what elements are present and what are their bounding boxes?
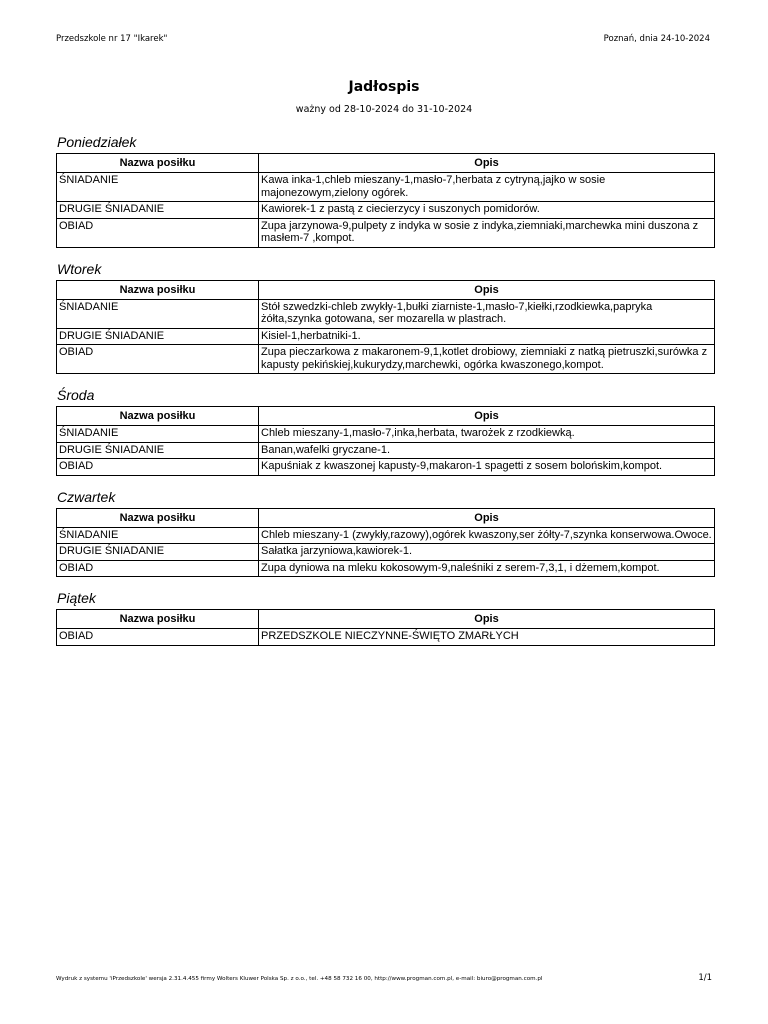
meal-name: DRUGIE ŚNIADANIE — [57, 202, 259, 219]
day-name: Wtorek — [57, 260, 102, 277]
meal-description: Chleb mieszany-1 (zwykły,razowy),ogórek kwaszony,ser żółty-7,szynka konserwowa.Owoce. — [259, 527, 715, 544]
table-row — [57, 442, 715, 459]
meal-description: Banan,wafelki gryczane-1. — [259, 442, 715, 459]
meal-description: Kawiorek-1 z pastą z ciecierzycy i suszonych pomidorów. — [259, 202, 715, 219]
institution-name: Przedszkole nr 17 "Ikarek" — [56, 34, 168, 44]
day-section — [56, 387, 714, 476]
meal-description: Zupa pieczarkowa z makaronem-9,1,kotlet drobiowy, ziemniaki z natką pietruszki,surówka z kapusty pekińskiej,kukurydzy,marchewki, ogórka kwaszonego,kompot. — [259, 345, 715, 374]
day-section — [56, 590, 714, 646]
page-title: Jadłospis — [348, 79, 420, 95]
menu-table — [56, 406, 715, 476]
table-header-row — [57, 610, 715, 629]
meal-description: Kapuśniak z kwaszonej kapusty-9,makaron-1 spagetti z sosem bolońskim,kompot. — [259, 459, 715, 476]
table-row — [57, 629, 715, 646]
meal-name: OBIAD — [57, 345, 259, 374]
table-row — [57, 544, 715, 561]
table-row — [57, 345, 715, 374]
table-header-row — [57, 508, 715, 527]
meal-description: Kawa inka-1,chleb mieszany-1,masło-7,herbata z cytryną,jajko w sosie majonezowym,zielony ogórek. — [259, 173, 715, 202]
menu-table — [56, 609, 715, 646]
table-row — [57, 173, 715, 202]
column-header-desc: Opis — [259, 508, 715, 527]
meal-name: DRUGIE ŚNIADANIE — [57, 328, 259, 345]
table-row — [57, 560, 715, 577]
page-number: 1/1 — [698, 973, 712, 983]
meal-description: PRZEDSZKOLE NIECZYNNE-ŚWIĘTO ZMARŁYCH — [259, 629, 715, 646]
day-name: Środa — [57, 387, 95, 403]
table-row — [57, 426, 715, 443]
table-row — [57, 299, 715, 328]
meal-description: Chleb mieszany-1,masło-7,inka,herbata, twarożek z rzodkiewką. — [259, 426, 715, 443]
meal-description: Zupa dyniowa na mleku kokosowym-9,naleśniki z serem-7,3,1, i dżemem,kompot. — [259, 560, 715, 577]
document-date: Poznań, dnia 24-10-2024 — [603, 34, 710, 44]
meal-name: OBIAD — [57, 560, 259, 577]
validity-period: ważny od 28-10-2024 do 31-10-2024 — [295, 104, 473, 115]
day-name: Poniedziałek — [57, 134, 137, 150]
meal-name: OBIAD — [57, 459, 259, 476]
table-header-row — [57, 407, 715, 426]
table-row — [57, 218, 715, 247]
meal-description: Stół szwedzki-chleb zwykły-1,bułki ziarniste-1,masło-7,kiełki,rzodkiewka,papryka żółta,szynka gotowana, ser mozarella w plastrach. — [259, 299, 715, 328]
day-section — [56, 134, 714, 248]
column-header-meal: Nazwa posiłku — [57, 508, 259, 527]
menu-table — [56, 153, 715, 248]
meal-name: DRUGIE ŚNIADANIE — [57, 544, 259, 561]
day-name: Piątek — [57, 590, 96, 606]
table-header-row — [57, 154, 715, 173]
day-name: Czwartek — [57, 488, 116, 505]
table-row — [57, 459, 715, 476]
column-header-desc: Opis — [259, 154, 715, 173]
meal-description: Zupa jarzynowa-9,pulpety z indyka w sosie z indyka,ziemniaki,marchewka mini duszona z masłem-7 ,kompot. — [259, 218, 715, 247]
meal-name: OBIAD — [57, 218, 259, 247]
column-header-meal: Nazwa posiłku — [57, 407, 259, 426]
meal-name: DRUGIE ŚNIADANIE — [57, 442, 259, 459]
column-header-desc: Opis — [259, 407, 715, 426]
meal-description: Sałatka jarzyniowa,kawiorek-1. — [259, 544, 715, 561]
column-header-desc: Opis — [259, 280, 715, 299]
meal-name: ŚNIADANIE — [57, 299, 259, 328]
table-row — [57, 202, 715, 219]
print-footer: Wydruk z systemu 'iPrzedszkole' wersja 2.31.4.455 firmy Wolters Kluwer Polska Sp. z o.o., tel. +48 58 732 16 00, http://www.progman.com.pl, e-mail: biuro@progman.com.pl — [56, 976, 543, 982]
day-section — [56, 489, 714, 578]
meal-name: OBIAD — [57, 629, 259, 646]
meal-name: ŚNIADANIE — [57, 527, 259, 544]
column-header-meal: Nazwa posiłku — [57, 280, 259, 299]
column-header-desc: Opis — [259, 610, 715, 629]
menu-table — [56, 508, 715, 578]
table-header-row — [57, 280, 715, 299]
meal-name: ŚNIADANIE — [57, 173, 259, 202]
menu-days — [56, 134, 714, 659]
table-row — [57, 527, 715, 544]
table-row — [57, 328, 715, 345]
meal-name: ŚNIADANIE — [57, 426, 259, 443]
day-section — [56, 261, 714, 375]
column-header-meal: Nazwa posiłku — [57, 610, 259, 629]
meal-description: Kisiel-1,herbatniki-1. — [259, 328, 715, 345]
menu-table — [56, 280, 715, 375]
column-header-meal: Nazwa posiłku — [57, 154, 259, 173]
